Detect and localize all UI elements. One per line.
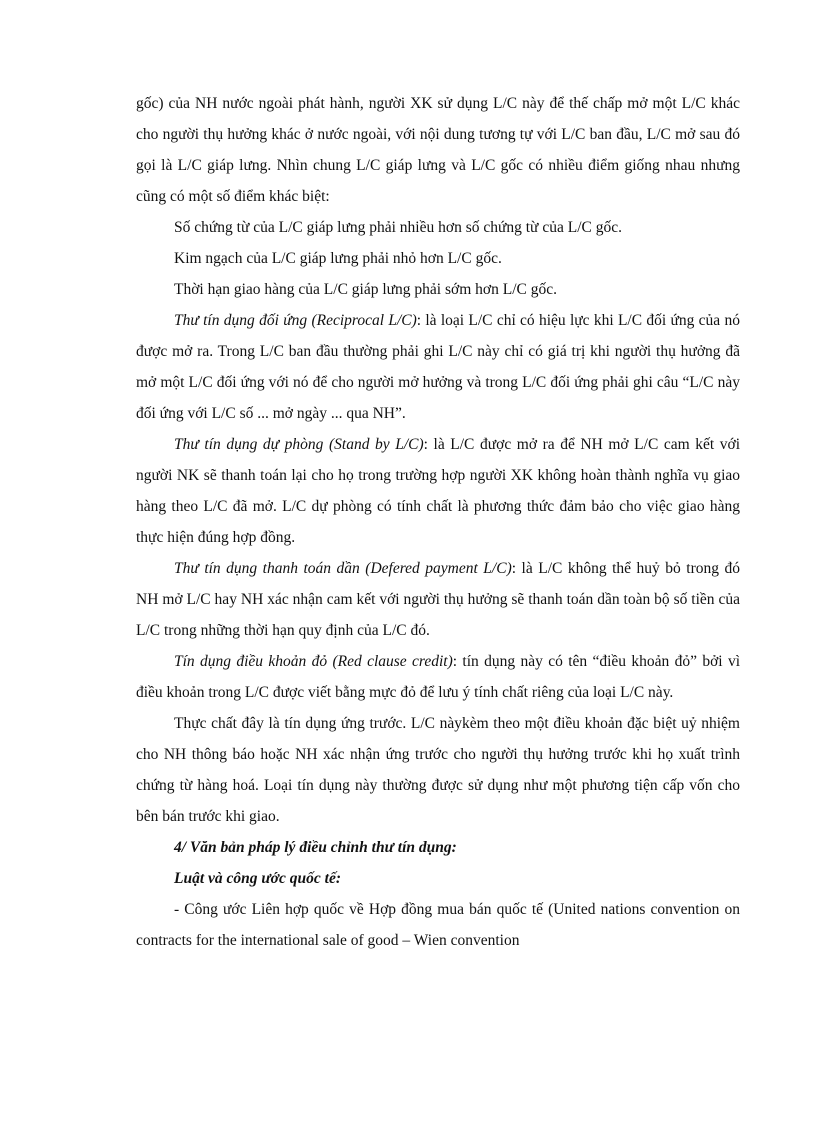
- paragraph-difference-amount: Kim ngạch của L/C giáp lưng phải nhỏ hơn L/C gốc.: [174, 250, 502, 267]
- paragraph-standby-lc: [136, 429, 740, 553]
- document-page: [136, 88, 740, 956]
- term-standby-lc: Thư tín dụng dự phòng (Stand by L/C): [174, 436, 424, 453]
- paragraph-difference-documents: Số chứng từ của L/C giáp lưng phải nhiều hơn số chứng từ của L/C gốc.: [174, 219, 622, 236]
- paragraph-un-convention: - Công ước Liên hợp quốc về Hợp đồng mua bán quốc tế (United nations convention on contracts for the international sale of good – Wien convention: [136, 901, 740, 949]
- paragraph-reciprocal-lc: [136, 305, 740, 429]
- paragraph-advance-credit: Thực chất đây là tín dụng ứng trước. L/C nàykèm theo một điều khoản đặc biệt uỷ nhiệm cho NH thông báo hoặc NH xác nhận ứng trước cho người thụ hưởng trước khi họ xuất trình chứng từ hàng hoá. Loại tín dụng này thường được sử dụng như một phương tiện cấp vốn cho bên bán trước khi giao.: [136, 715, 740, 825]
- term-deferred-payment-lc: Thư tín dụng thanh toán dần (Defered payment L/C): [174, 560, 512, 577]
- definition-standby-lc: : là L/C được mở ra để NH mở L/C cam kết với người NK sẽ thanh toán lại cho họ trong trường hợp người XK không hoàn thành nghĩa vụ giao hàng theo L/C đã mở. L/C dự phòng có tính chất là phương thức đảm bảo cho việc giao hàng thực hiện đúng hợp đồng.: [136, 436, 740, 546]
- subsection-heading-international-law: Luật và công ước quốc tế:: [174, 870, 341, 887]
- term-reciprocal-lc: Thư tín dụng đối ứng (Reciprocal L/C): [174, 312, 417, 329]
- paragraph-red-clause-credit: [136, 646, 740, 708]
- term-red-clause-credit: Tín dụng điều khoản đỏ (Red clause credit): [174, 653, 453, 670]
- definition-red-clause-credit: : tín dụng này có tên “điều khoản đỏ” bởi vì điều khoản trong L/C được viết bằng mực đỏ để lưu ý tính chất riêng của loại L/C này.: [136, 653, 741, 701]
- paragraph-back-to-back-lc-intro: gốc) của NH nước ngoài phát hành, người XK sử dụng L/C này để thế chấp mở một L/C khác cho người thụ hưởng khác ở nước ngoài, với nội dung tương tự với L/C ban đầu, L/C mở sau đó gọi là L/C giáp lưng. Nhìn chung L/C giáp lưng và L/C gốc có nhiều điểm giống nhau nhưng cũng có một số điểm khác biệt:: [136, 95, 740, 205]
- definition-reciprocal-lc: : là loại L/C chỉ có hiệu lực khi L/C đối ứng của nó được mở ra. Trong L/C ban đầu thường phải ghi L/C này chỉ có giá trị khi người thụ hưởng đã mở một L/C đối ứng với nó để cho người mở hưởng và trong L/C đối ứng phải ghi câu “L/C này đối ứng với L/C số ... mở ngày ... qua NH”.: [136, 312, 740, 422]
- section-heading-legal-documents: 4/ Văn bản pháp lý điều chỉnh thư tín dụng:: [174, 839, 457, 856]
- paragraph-deferred-payment-lc: [136, 553, 740, 646]
- paragraph-difference-shipment: Thời hạn giao hàng của L/C giáp lưng phải sớm hơn L/C gốc.: [174, 281, 557, 298]
- definition-deferred-payment-lc: : là L/C không thể huỷ bỏ trong đó NH mở L/C hay NH xác nhận cam kết với người thụ hưởng sẽ thanh toán dần toàn bộ số tiền của L/C trong những thời hạn quy định của L/C đó.: [136, 560, 741, 639]
